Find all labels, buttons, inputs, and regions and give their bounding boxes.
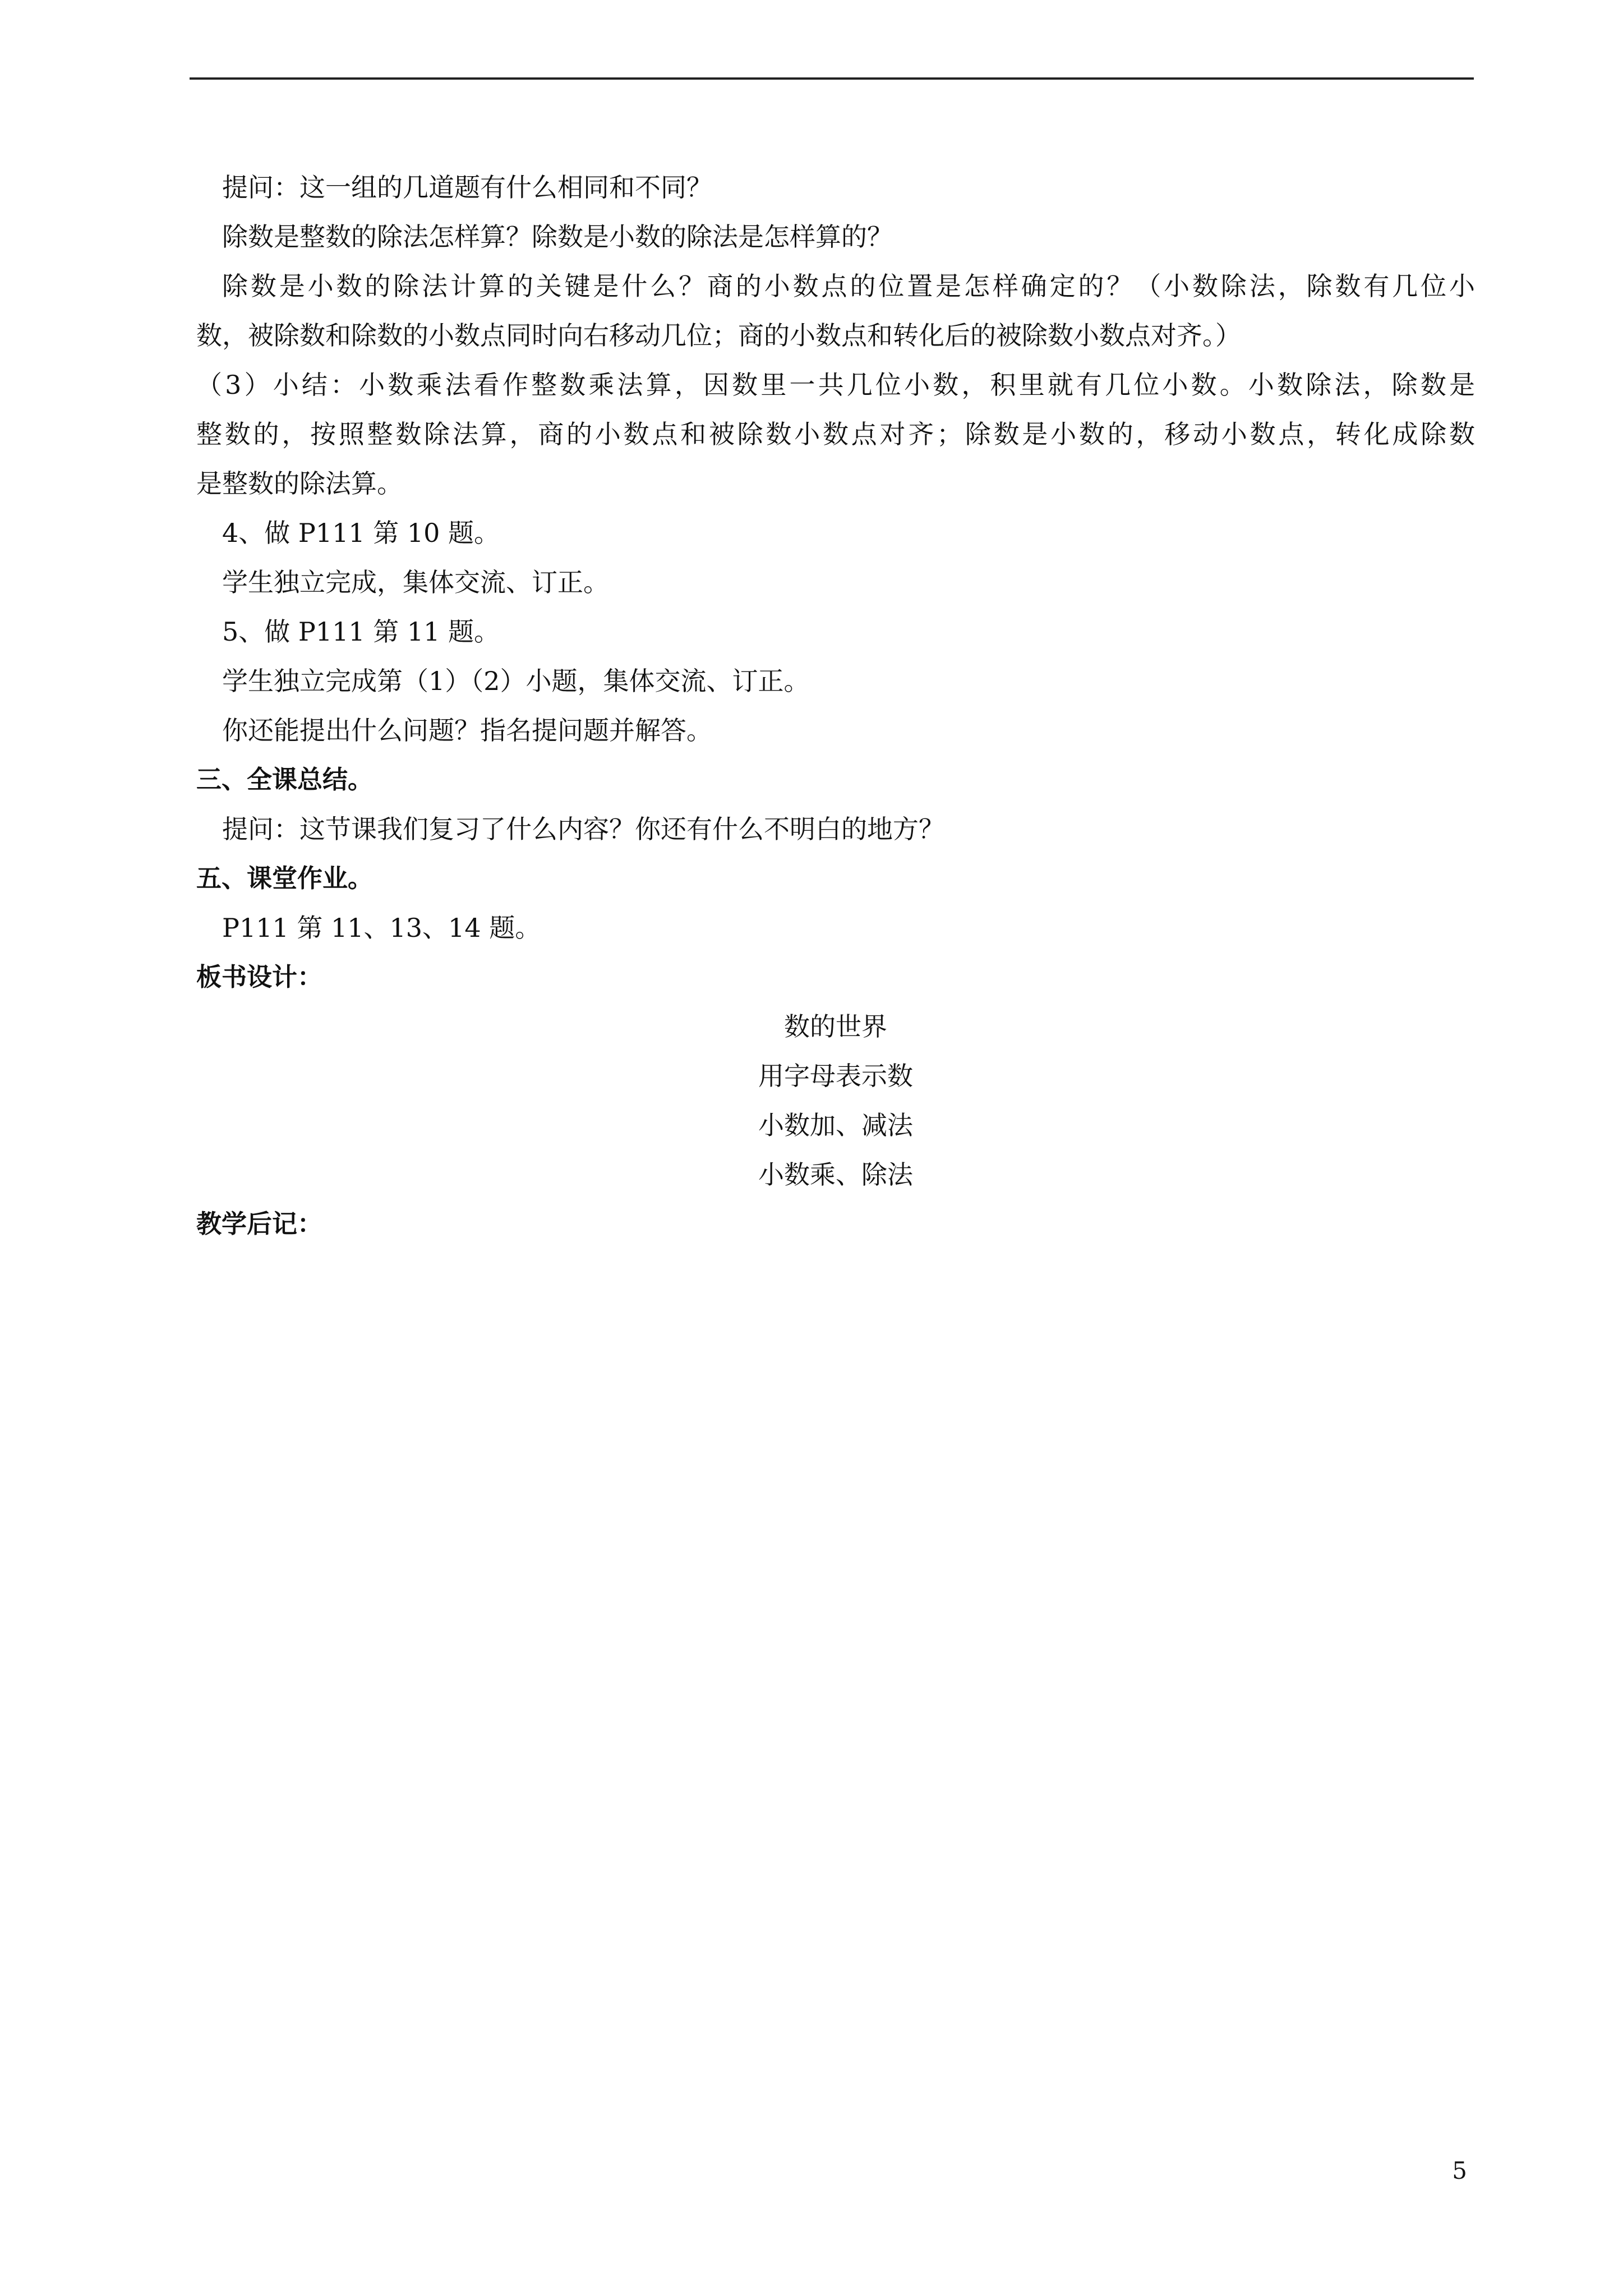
section-heading-summary: 三、全课总结。 (196, 765, 374, 794)
board-line: 小数加、减法 (758, 1110, 913, 1140)
board-line: 数的世界 (784, 1011, 887, 1042)
paragraph: 你还能提出什么问题？指名提问题并解答。 (222, 715, 712, 746)
board-design-heading: 板书设计： (196, 962, 323, 992)
paragraph: 4、做 P111 第 10 题。 (222, 518, 500, 548)
board-line: 用字母表示数 (758, 1061, 913, 1091)
page-number: 5 (1452, 2157, 1467, 2184)
paragraph: （3）小结：小数乘法看作整数乘法算，因数里一共几位小数，积里就有几位小数。小数除法，除数是 (196, 370, 1475, 400)
paragraph: 提问：这节课我们复习了什么内容？你还有什么不明白的地方？ (222, 814, 944, 844)
paragraph: 整数的，按照整数除法算，商的小数点和被除数小数点对齐；除数是小数的，移动小数点，转化成除数 (196, 419, 1475, 449)
section-heading-homework: 五、课堂作业。 (196, 863, 374, 893)
paragraph: 5、做 P111 第 11 题。 (222, 616, 500, 647)
board-line: 小数乘、除法 (758, 1159, 913, 1190)
paragraph: 学生独立完成，集体交流、订正。 (222, 567, 609, 597)
paragraph: 除数是小数的除法计算的关键是什么？商的小数点的位置是怎样确定的？（小数除法，除数有几位小 (222, 271, 1475, 301)
header-rule (190, 77, 1474, 80)
paragraph: 学生独立完成第（1）（2）小题，集体交流、订正。 (222, 666, 810, 696)
paragraph: 是整数的除法算。 (196, 468, 403, 499)
paragraph: 提问：这一组的几道题有什么相同和不同？ (222, 172, 712, 203)
teaching-notes-heading: 教学后记： (196, 1209, 323, 1239)
paragraph: 除数是整数的除法怎样算？除数是小数的除法是怎样算的？ (222, 222, 893, 252)
paragraph: P111 第 11、13、14 题。 (222, 913, 541, 943)
document-body (196, 163, 1475, 1249)
paragraph: 数，被除数和除数的小数点同时向右移动几位；商的小数点和转化后的被除数小数点对齐。） (196, 320, 1241, 351)
